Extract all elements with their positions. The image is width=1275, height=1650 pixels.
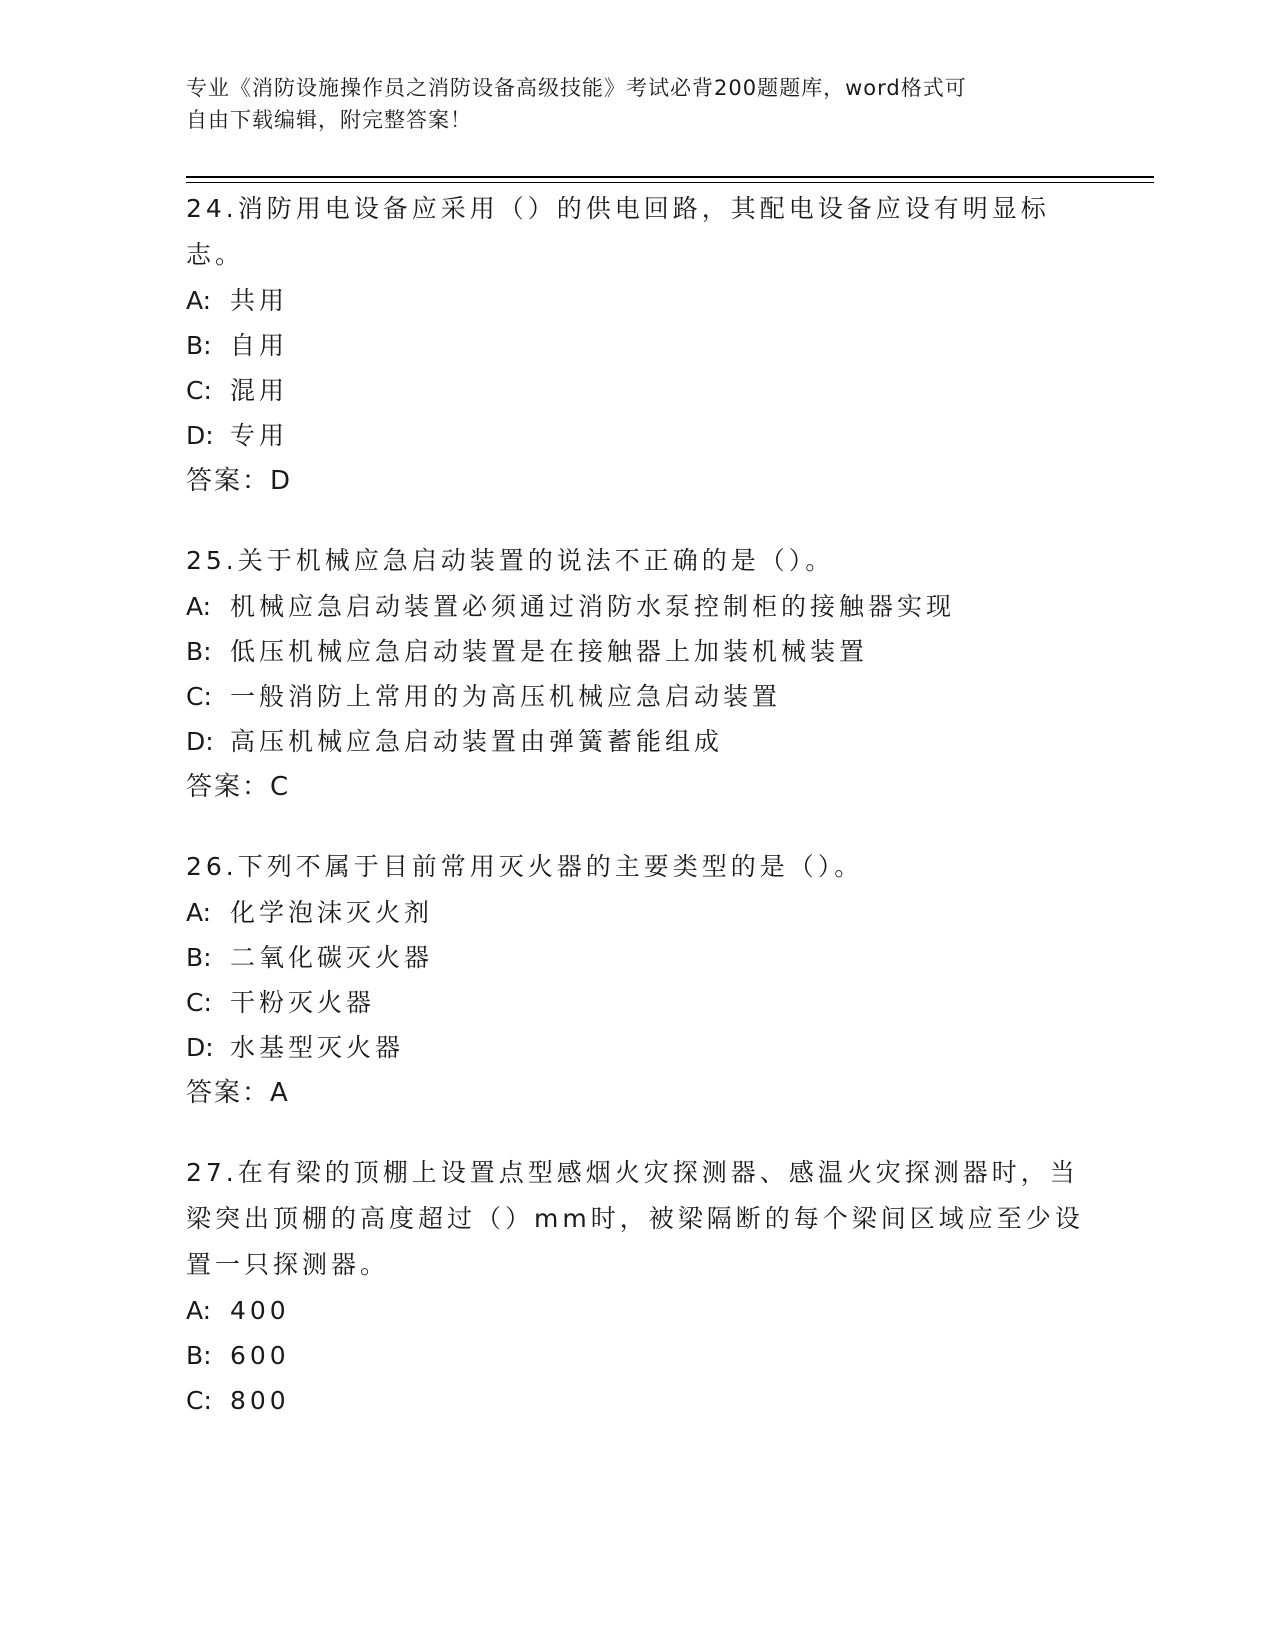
header-rule-thin [186,182,1154,183]
option-text: 化学泡沫灭火剂 [230,898,434,927]
option-label: D: [186,1033,214,1062]
option-label: A: [186,1296,212,1325]
question-list [186,186,1086,1457]
option-label: C: [186,988,212,1017]
option-label: A: [186,592,212,621]
option-b [186,935,1086,980]
option-a [186,1288,1086,1333]
answer-text: 答案：D [186,466,293,496]
option-text: 高压机械应急启动装置由弹簧蓄能组成 [230,727,724,756]
option-text: 600 [230,1341,290,1370]
question-text: 27.在有梁的顶棚上设置点型感烟火灾探测器、感温火灾探测器时，当梁突出顶棚的高度超过（）mm时，被梁隔断的每个梁间区域应至少设置一只探测器。 [186,1158,1084,1279]
option-text: 二氧化碳灭火器 [230,943,434,972]
option-text: 自用 [230,331,289,360]
question-26 [186,844,1086,1116]
header-line-2: 自由下载编辑，附完整答案！ [186,108,472,132]
option-c [186,674,1086,719]
option-d [186,413,1086,458]
question-27 [186,1150,1086,1423]
option-label: B: [186,637,212,666]
question-text: 24.消防用电设备应采用（）的供电回路，其配电设备应设有明显标志。 [186,194,1050,269]
option-a [186,584,1086,629]
document-header [186,72,1066,136]
option-label: C: [186,682,212,711]
option-b [186,1333,1086,1378]
option-text: 专用 [230,421,289,450]
option-text: 共用 [230,286,289,315]
option-a [186,890,1086,935]
option-text: 400 [230,1296,290,1325]
question-25 [186,538,1086,810]
option-label: A: [186,898,212,927]
option-text: 混用 [230,376,289,405]
option-label: D: [186,421,214,450]
option-label: C: [186,376,212,405]
option-label: A: [186,286,212,315]
option-b [186,323,1086,368]
option-text: 干粉灭火器 [230,988,376,1017]
option-label: D: [186,727,214,756]
answer-text: 答案：C [186,772,291,802]
option-label: B: [186,943,212,972]
option-d [186,719,1086,764]
header-rule-thick [186,176,1154,178]
answer-text: 答案：A [186,1078,290,1108]
option-c [186,980,1086,1025]
option-c [186,368,1086,413]
option-a [186,278,1086,323]
option-text: 机械应急启动装置必须通过消防水泵控制柜的接触器实现 [230,592,956,621]
question-text: 25.关于机械应急启动装置的说法不正确的是（）。 [186,546,835,575]
option-label: B: [186,1341,212,1370]
option-text: 一般消防上常用的为高压机械应急启动装置 [230,682,782,711]
option-label: B: [186,331,212,360]
question-text: 26.下列不属于目前常用灭火器的主要类型的是（）。 [186,852,864,881]
option-c [186,1378,1086,1423]
option-b [186,629,1086,674]
option-text: 水基型灭火器 [230,1033,405,1062]
question-24 [186,186,1086,504]
option-label: C: [186,1386,212,1415]
header-line-1: 专业《消防设施操作员之消防设备高级技能》考试必背200题题库，word格式可 [186,76,967,100]
option-text: 低压机械应急启动装置是在接触器上加装机械装置 [230,637,869,666]
option-text: 800 [230,1386,290,1415]
option-d [186,1025,1086,1070]
